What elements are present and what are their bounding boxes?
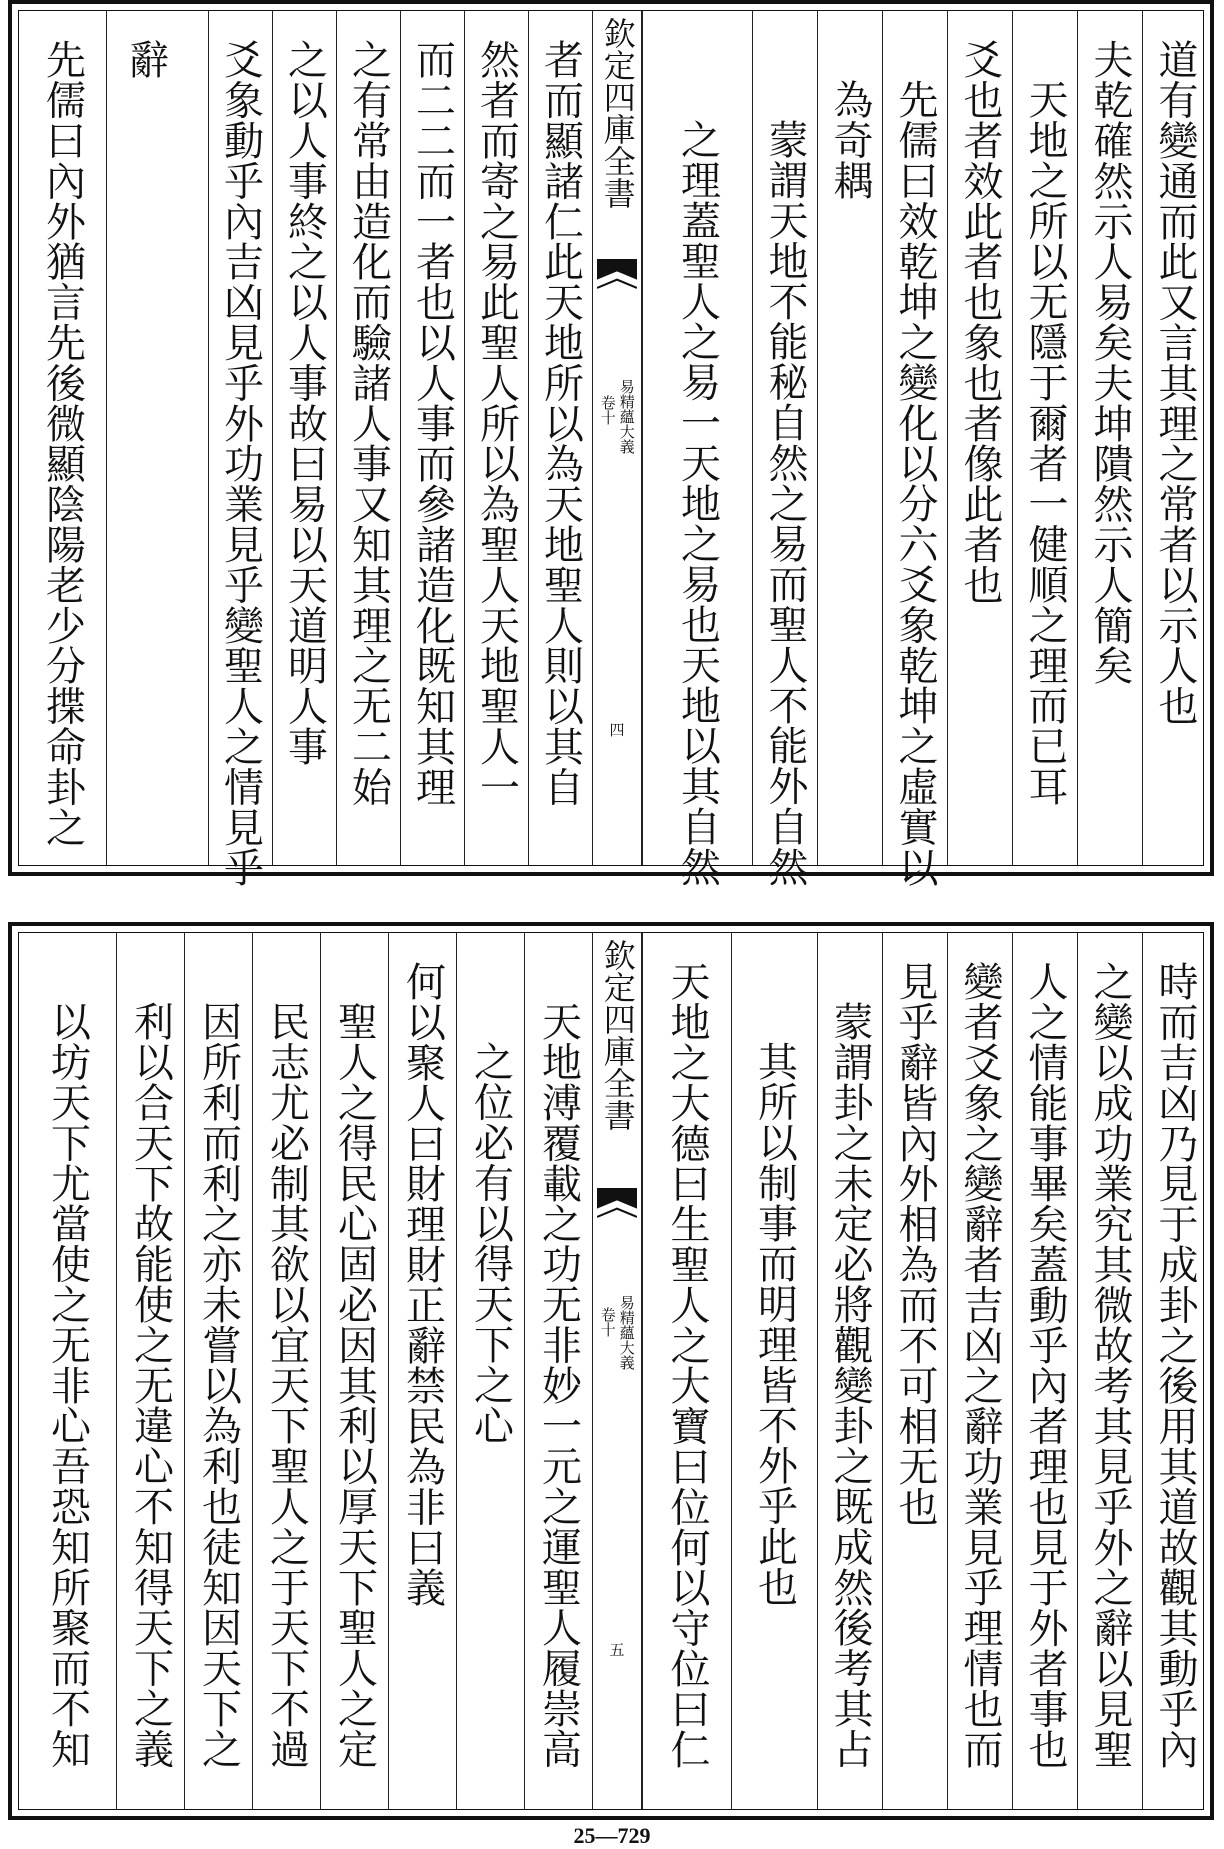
text-column: [1012, 11, 1077, 865]
column-text: 人之情能事畢矣蓋動乎內者理也見于外者事也: [1022, 961, 1068, 1769]
text-column: [882, 933, 947, 1809]
text-column: [947, 11, 1012, 865]
text-column: [456, 933, 524, 1809]
text-column: [320, 933, 388, 1809]
center-volume: 卷十: [598, 1307, 617, 1337]
column-text: 之有常由造化而驗諸人事又知其理之无二始: [345, 39, 392, 807]
column-text: 見乎辭皆內外相為而不可相无也: [892, 961, 938, 1527]
column-text: 何以聚人曰財理財正辭禁民為非曰義: [399, 961, 446, 1608]
text-column: [731, 933, 817, 1809]
bottom-page: [8, 922, 1214, 1820]
text-column: [19, 933, 116, 1809]
column-text: 之以人事終之以人事故曰易以天道明人事: [281, 39, 328, 767]
text-column: [882, 11, 947, 887]
column-text: 天地溥覆載之功无非妙一元之運聖人履崇高: [535, 1001, 582, 1769]
column-text: 因所利而利之亦未嘗以為利也徒知因天下之: [195, 1001, 242, 1769]
center-leaf-number: 五: [609, 1641, 625, 1659]
column-text: 之變以成功業究其微故考其見乎外之辭以見聖: [1087, 961, 1133, 1769]
text-column: [1077, 933, 1142, 1809]
column-text: 變者爻象之變辭者吉凶之辭功業見乎理情也而: [957, 961, 1003, 1769]
text-column: [528, 11, 592, 865]
column-text: 然者而寄之易此聖人所以為聖人天地聖人一: [473, 39, 520, 807]
text-column: [272, 11, 336, 865]
text-column: [464, 11, 528, 865]
fish-tail-ornament: [597, 1188, 637, 1250]
text-column: [400, 11, 464, 865]
center-book-title: 易精蘊大義: [617, 379, 636, 454]
column-text: 先儒曰內外猶言先後微顯陰陽老少分揲命卦之: [39, 39, 86, 847]
center-leaf-number: 四: [609, 721, 625, 739]
text-column: [1077, 11, 1142, 865]
center-book-title: 易精蘊大義: [617, 1295, 636, 1370]
bottom-page-frame: [18, 932, 1204, 1810]
text-column: [524, 933, 592, 1809]
text-column: [252, 933, 320, 1809]
top-page: [8, 0, 1214, 888]
text-column: [116, 933, 184, 1809]
text-column: [184, 933, 252, 1809]
text-column: [817, 933, 882, 1809]
center-fold: [592, 11, 642, 865]
column-text: 之理蓋聖人之易一天地之易也天地以其自然: [674, 119, 721, 887]
column-text: 民志尤必制其欲以宜天下聖人之于天下不過: [263, 1001, 310, 1769]
column-text: 天地之所以无隱于爾者一健順之理而已耳: [1022, 79, 1068, 807]
column-text: 道有變通而此又言其理之常者以示人也: [1152, 39, 1198, 726]
column-text: 先儒曰效乾坤之變化以分六爻象乾坤之虛實以: [892, 79, 938, 887]
text-column: [1142, 11, 1207, 865]
column-text: 爻象動乎內吉凶見乎外功業見乎變聖人之情見乎: [217, 39, 264, 888]
top-page-frame: [18, 10, 1204, 888]
column-text: 時而吉凶乃見于成卦之後用其道故觀其動乎內: [1152, 961, 1198, 1769]
text-column: [388, 933, 456, 1809]
column-text: 之位必有以得天下之心: [467, 1041, 514, 1445]
page-number: 25—729: [573, 1823, 651, 1848]
center-volume: 卷十: [598, 395, 617, 425]
column-text: 聖人之得民心固必因其利以厚天下聖人之定: [331, 1001, 378, 1769]
text-column: [106, 11, 208, 865]
column-text: 蒙謂卦之未定必將觀變卦之既成然後考其占: [827, 1001, 873, 1769]
column-text: 而二二而一者也以人事而參諸造化既知其理: [409, 39, 456, 807]
text-column: [336, 11, 400, 865]
column-text: 爻也者效此者也象也者像此者也: [957, 39, 1003, 605]
column-text: 其所以制事而明理皆不外乎此也: [751, 1041, 798, 1607]
column-text: 為奇耦: [827, 79, 873, 201]
column-text: 蒙謂天地不能秘自然之易而聖人不能外自然: [762, 119, 808, 887]
fish-tail-ornament: [597, 259, 637, 321]
center-title: 欽定四庫全書: [598, 17, 637, 209]
text-column: [947, 933, 1012, 1809]
column-text: 以坊天下尤當使之无非心吾恐知所聚而不知: [44, 1001, 91, 1769]
column-text: 夫乾確然示人易矣夫坤隤然示人簡矣: [1087, 39, 1133, 686]
column-text: 者而顯諸仁此天地所以為天地聖人則以其自: [537, 39, 584, 807]
text-column: [208, 11, 272, 888]
text-column: [642, 11, 752, 887]
text-column: [642, 933, 731, 1809]
center-title: 欽定四庫全書: [598, 939, 637, 1131]
text-column: [752, 11, 817, 887]
text-column: [1012, 933, 1077, 1809]
column-text: 辭: [122, 39, 169, 80]
text-column: [1142, 933, 1207, 1809]
column-text: 天地之大德曰生聖人之大寶曰位何以守位曰仁: [664, 961, 710, 1769]
text-column: [817, 11, 882, 865]
center-fold: [592, 933, 642, 1809]
column-text: 利以合天下故能使之无違心不知得天下之義: [127, 1001, 174, 1769]
text-column: [19, 11, 106, 865]
